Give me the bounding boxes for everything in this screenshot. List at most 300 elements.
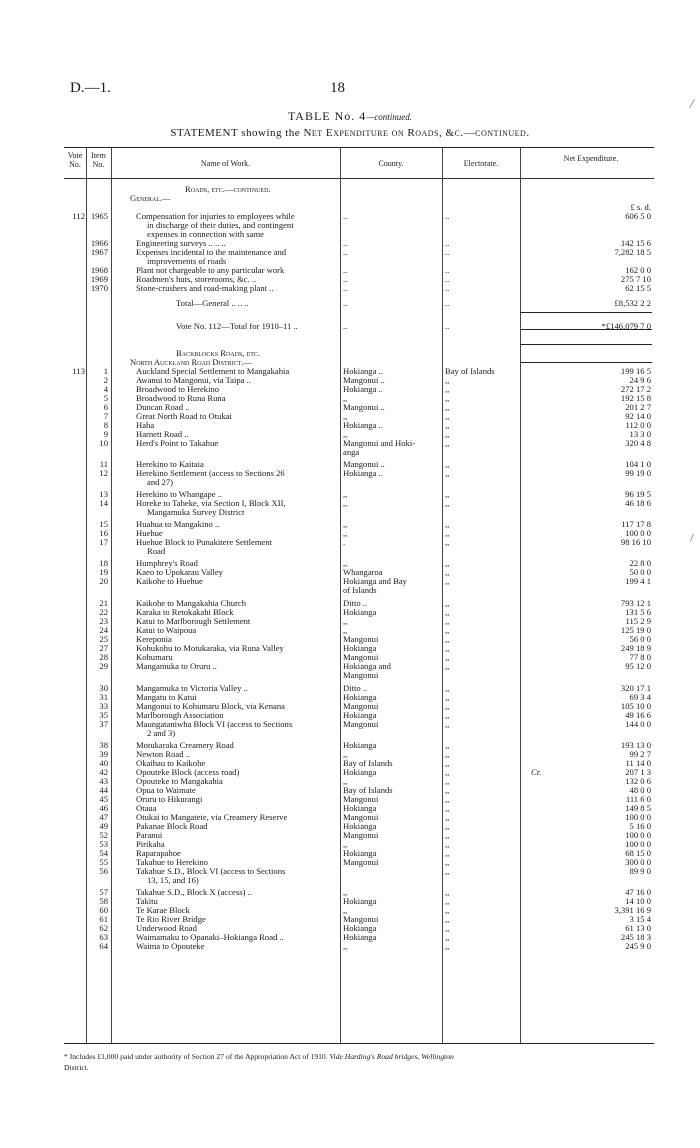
cell-name: Kohumaru [136, 653, 173, 662]
cell-county: Whangaroa [343, 568, 383, 577]
cell-amt: 793 12 1 [620, 598, 651, 608]
cell-name: Great North Road to Otukai [136, 412, 232, 421]
cell-amt: 199 16 5 [620, 366, 651, 376]
cell-county: ,, [343, 942, 348, 951]
cell-name: Road [147, 547, 166, 556]
cell-elect: ,, [445, 768, 450, 777]
cell-amt: 100 0 0 [625, 839, 651, 849]
table-title-text: TABLE No. 4 [287, 109, 367, 123]
cell-elect: ,, [445, 720, 450, 729]
cell-item: 35 [99, 710, 108, 720]
cell-name: Takahue S.D., Block VI (access to Sections [136, 867, 286, 876]
cell-county: Mangonui [343, 702, 379, 711]
cell-elect: ,, [445, 577, 450, 586]
subtotal-rule [520, 312, 652, 313]
cell-item: 18 [99, 558, 108, 568]
cell-name: Mangamuka to Victoria Valley .. [136, 684, 248, 693]
cell-item: 46 [99, 803, 108, 813]
cell-name: Waima to Opouteke [136, 942, 205, 951]
table-subtitle-b: Net Expenditure on Roads, &c.—continued. [303, 127, 530, 139]
cell-item: 19 [99, 567, 108, 577]
cell-elect: ,, [445, 520, 450, 529]
cell-name: Huehue [136, 529, 163, 538]
cell-elect: ,, [445, 897, 450, 906]
cell-item: 37 [99, 719, 108, 729]
cell-county: .. [343, 284, 348, 293]
cell-name: Raparapahoe [136, 849, 181, 858]
cell-elect: ,, [445, 702, 450, 711]
cell-elect: ,, [445, 385, 450, 394]
cell-name: Herekino to Kaitaia [136, 460, 204, 469]
cell-name: Herd's Point to Takahue [136, 439, 219, 448]
cell-name: Maungataniwha Block VI (access to Sections [136, 720, 293, 729]
cell-county: ,, [343, 888, 348, 897]
cell-county: Hokianga [343, 693, 377, 702]
cell-name: Backblocks Roads, etc. [176, 349, 261, 358]
cell-county: .. [343, 239, 348, 248]
cell-item: 25 [99, 634, 108, 644]
cell-amt: 96 19 5 [625, 489, 651, 499]
cell-elect: ,, [445, 867, 450, 876]
cell-elect: .. [445, 239, 450, 248]
cell-name: Mangamuka Survey District [147, 508, 245, 517]
cell-name: Roads, etc.—continued. [185, 185, 271, 194]
cell-elect: ,, [445, 617, 450, 626]
cell-county: ,, [343, 559, 348, 568]
cell-elect: ,, [445, 684, 450, 693]
cell-name: Waimamaku to Opanaki–Hokianga Road .. [136, 933, 284, 942]
cell-amt: £ s. d. [630, 202, 651, 212]
cell-amt: 99 19 0 [625, 468, 651, 478]
cell-item: 61 [99, 914, 108, 924]
cell-name: Mangatu to Katui [136, 693, 197, 702]
cell-elect: ,, [445, 460, 450, 469]
cell-amt: 13 3 0 [629, 429, 651, 439]
cell-elect: ,, [445, 499, 450, 508]
cell-item: 63 [99, 932, 108, 942]
cell-item: 1970 [90, 283, 108, 293]
cell-county: Mangonui [343, 635, 379, 644]
header-item: Item No. [91, 151, 106, 169]
cell-county: Bay of Islands [343, 786, 393, 795]
cell-name: Oruru to Hikurangi [136, 795, 203, 804]
cell-county: Hokianga [343, 822, 377, 831]
cell-name: North Auckland Road District.— [130, 358, 253, 367]
cell-name: Otukai to Mangatete, via Creamery Reserve [136, 813, 288, 822]
cell-amt: 7,282 18 5 [614, 247, 651, 257]
cell-elect: ,, [445, 662, 450, 671]
margin-mark [690, 534, 694, 542]
cell-name: Broadwood to Runa Runa [136, 394, 226, 403]
footnote [64, 1051, 660, 1073]
cell-county: Mangonui [343, 795, 379, 804]
cell-elect: ,, [445, 439, 450, 448]
cell-amt: 245 18 3 [620, 932, 651, 942]
cell-county: Hokianga and [343, 662, 391, 671]
cell-name: Kereponia [136, 635, 172, 644]
cell-elect: ,, [445, 831, 450, 840]
cell-amt: 62 15 5 [625, 283, 651, 293]
cell-amt: 50 0 0 [629, 567, 651, 577]
cell-amt: 300 0 0 [625, 857, 651, 867]
footnote-district: District. [64, 1063, 89, 1072]
cell-name: Vote No. 112—Total for 1910–11 .. [176, 322, 298, 331]
cell-amt: 56 0 0 [629, 634, 651, 644]
cell-amt: 131 5 6 [625, 607, 651, 617]
cell-name: Kaikohe to Huehue [136, 577, 203, 586]
cell-county: ,, [343, 520, 348, 529]
cell-name: Marlborough Association [136, 711, 224, 720]
cell-name: Takahue to Herekino [136, 858, 208, 867]
cell-amt: 5 16 0 [629, 821, 651, 831]
cell-county: Mangonui [343, 813, 379, 822]
cell-amt: 49 16 6 [625, 710, 651, 720]
cell-county: ,, [343, 394, 348, 403]
cell-item: 12 [99, 468, 108, 478]
cell-item: 38 [99, 740, 108, 750]
cell-item: 24 [99, 625, 108, 635]
cell-name: Mangamuka to Oruru .. [136, 662, 217, 671]
cell-vote: 113 [72, 366, 85, 376]
cell-item: 1966 [90, 238, 108, 248]
cell-amt: 98 16 10 [620, 537, 651, 547]
cell-name: Expenses incidental to the maintenance and [136, 248, 287, 257]
cell-item: 23 [99, 616, 108, 626]
cell-name: Opouteke to Mangakahia [136, 777, 223, 786]
cell-elect: ,, [445, 933, 450, 942]
cell-name: Karaka to Retokakahi Block [136, 608, 234, 617]
cell-name: Mangonui to Kohumaru Block, via Kenana [136, 702, 285, 711]
cell-elect: ,, [445, 529, 450, 538]
cell-vote: 112 [72, 211, 85, 221]
cell-amt: 100 0 0 [625, 830, 651, 840]
cell-item: 43 [99, 776, 108, 786]
table-title-suffix: —continued. [366, 112, 413, 122]
cell-amt: 112 0 0 [625, 420, 651, 430]
cell-county: Hokianga .. [343, 469, 383, 478]
cell-county: .. [343, 299, 348, 308]
cell-elect: ,, [445, 849, 450, 858]
cell-item: 28 [99, 652, 108, 662]
cell-elect: ,, [445, 924, 450, 933]
cell-county: Ditto .. [343, 684, 368, 693]
cell-elect: ,, [445, 915, 450, 924]
cell-elect: ,, [445, 822, 450, 831]
cell-amt: 249 18 9 [620, 643, 651, 653]
cell-amt: 272 17 2 [620, 384, 651, 394]
cell-item: 7 [103, 411, 108, 421]
cell-amt: 199 4 1 [625, 576, 651, 586]
cell-item: 42 [99, 767, 108, 777]
footnote-vide: Vide Harding's Road bridges, Wellington [329, 1052, 454, 1061]
cell-county: Mangonui and Hoki- [343, 439, 416, 448]
cell-name: Huehue Block to Punakitere Settlement [136, 538, 273, 547]
cell-item: 21 [99, 598, 108, 608]
cell-elect: ,, [445, 804, 450, 813]
header-rule [64, 178, 654, 179]
cell-county: .. [343, 322, 348, 331]
cell-item: 15 [99, 519, 108, 529]
cell-amt: 47 16 0 [625, 887, 651, 897]
cell-amt: 68 15 0 [625, 848, 651, 858]
cell-county: Mangonui .. [343, 403, 385, 412]
cell-item: 52 [99, 830, 108, 840]
cell-amt: 192 15 8 [620, 393, 651, 403]
cell-county: Hokianga .. [343, 385, 383, 394]
cell-county: Hokianga [343, 849, 377, 858]
cell-name: Compensation for injuries to employees while [136, 212, 295, 221]
header-county: County. [378, 159, 404, 168]
cell-name: Auckland Special Settlement to Mangakahia [136, 367, 290, 376]
cell-item: 58 [99, 896, 108, 906]
cell-amt: 245 9 0 [625, 941, 651, 951]
cell-name: Stone-crushers and road-making plant .. [136, 284, 274, 293]
cell-name: Newton Road .. [136, 750, 190, 759]
cell-elect: ,, [445, 741, 450, 750]
cell-amt: 162 0 0 [625, 265, 651, 275]
table-subtitle [0, 127, 700, 139]
cell-item: 31 [99, 692, 108, 702]
cell-county: ,, [343, 626, 348, 635]
cell-amt: 89 9 0 [629, 866, 651, 876]
cell-item: 11 [99, 459, 108, 469]
cell-elect: ,, [445, 711, 450, 720]
cell-county: ,, [343, 750, 348, 759]
cell-amt: 3,391 16 9 [614, 905, 651, 915]
cell-name: Harnett Road .. [136, 430, 189, 439]
cell-amt: 105 10 0 [620, 701, 651, 711]
cell-name: Underwood Road [136, 924, 197, 933]
cell-amt: 48 0 0 [629, 785, 651, 795]
cell-name: Takitu [136, 897, 158, 906]
cell-county: Hokianga [343, 768, 377, 777]
cell-item: 56 [99, 866, 108, 876]
cell-amt: 149 8 5 [625, 803, 651, 813]
cell-name: expenses in connection with same [147, 230, 264, 239]
cell-name: Plant not chargeable to any particular work [136, 266, 285, 275]
cell-county: Hokianga [343, 711, 377, 720]
cell-item: 17 [99, 537, 108, 547]
cell-elect: Bay of Islands [445, 367, 495, 376]
cell-county: Mangonui [343, 831, 379, 840]
table-title [0, 109, 700, 124]
cell-cr: Cr. [531, 767, 542, 777]
cell-elect: ,, [445, 469, 450, 478]
cell-county: anga [343, 448, 360, 457]
cell-name: Duncan Road .. [136, 403, 190, 412]
cell-elect: ,, [445, 644, 450, 653]
cell-name: Otaua [136, 804, 157, 813]
cell-amt: 22 8 0 [629, 558, 651, 568]
cell-name: Kaeo to Upokarau Valley [136, 568, 223, 577]
cell-elect: ,, [445, 693, 450, 702]
cell-name: Takahue S.D., Block X (access) .. [136, 888, 252, 897]
cell-item: 47 [99, 812, 108, 822]
cell-item: 33 [99, 701, 108, 711]
cell-county: ,, [343, 840, 348, 849]
cell-name: improvements of roads [147, 257, 227, 266]
cell-item: 29 [99, 661, 108, 671]
cell-name: Okaihau to Kaikohe [136, 759, 206, 768]
total-rule [520, 362, 652, 363]
cell-amt: £8,532 2 2 [614, 298, 651, 308]
cell-amt: 95 12 0 [625, 661, 651, 671]
cell-name: General.— [130, 194, 171, 203]
cell-amt: 117 17 8 [621, 519, 651, 529]
column-divider [111, 148, 112, 1043]
cell-name: Katui to Waipoua [136, 626, 197, 635]
cell-amt: 201 2 7 [625, 402, 651, 412]
cell-elect: .. [445, 284, 450, 293]
cell-elect: ,, [445, 626, 450, 635]
cell-county: Hokianga [343, 924, 377, 933]
cell-elect: ,, [445, 394, 450, 403]
cell-elect: .. [445, 212, 450, 221]
cell-elect: ,, [445, 559, 450, 568]
cell-amt: 24 9 6 [629, 375, 651, 385]
cell-name: Horeke to Taheke, via Section I, Block XII, [136, 499, 286, 508]
margin-mark [689, 99, 695, 108]
cell-county: Hokianga [343, 644, 377, 653]
cell-item: 49 [99, 821, 108, 831]
cell-elect: .. [445, 266, 450, 275]
cell-amt: 104 1 0 [625, 459, 651, 469]
cell-elect: ,, [445, 906, 450, 915]
cell-county: Mangonui .. [343, 460, 385, 469]
cell-county: .. [343, 275, 348, 284]
cell-county: Mangonui [343, 858, 379, 867]
cell-county: ,, [343, 777, 348, 786]
cell-elect: ,, [445, 653, 450, 662]
cell-elect: ,, [445, 858, 450, 867]
header-vote: Vote No. [67, 151, 83, 169]
cell-name: Kohukohu to Motukaraka, via Runa Valley [136, 644, 284, 653]
cell-county: Mangonui [343, 653, 379, 662]
cell-item: 60 [99, 905, 108, 915]
cell-elect: ,, [445, 490, 450, 499]
cell-county: Hokianga and Bay [343, 577, 407, 586]
cell-elect: ,, [445, 777, 450, 786]
cell-name: Herekino Settlement (access to Sections 26 [136, 469, 285, 478]
cell-elect: ,, [445, 813, 450, 822]
cell-item: 5 [103, 393, 108, 403]
cell-item: 1967 [90, 247, 108, 257]
cell-county: ,, [343, 617, 348, 626]
cell-item: 39 [99, 749, 108, 759]
cell-amt: 100 0 0 [625, 528, 651, 538]
cell-name: Katui to Marlborough Settlement [136, 617, 251, 626]
cell-amt: *£146,079 7 0 [601, 321, 651, 331]
cell-elect: ,, [445, 403, 450, 412]
cell-item: 53 [99, 839, 108, 849]
cell-elect: ,, [445, 795, 450, 804]
footnote-text: * Includes £1,000 paid under authority of Section 27 of the Appropriation Act of 1910. [64, 1052, 328, 1061]
cell-amt: 193 13 0 [620, 740, 651, 750]
cell-name: Opua to Waimate [136, 786, 196, 795]
cell-name: Roadmen's huts, storerooms, &c. .. [136, 275, 257, 284]
cell-county: Hokianga [343, 741, 377, 750]
cell-elect: ,, [445, 568, 450, 577]
cell-elect: .. [445, 275, 450, 284]
cell-amt: 142 15 6 [620, 238, 651, 248]
cell-name: Te Karae Block [136, 906, 190, 915]
cell-item: 20 [99, 576, 108, 586]
cell-amt: 111 6 0 [625, 794, 651, 804]
cell-amt: 115 2 9 [625, 616, 651, 626]
cell-elect: ,, [445, 538, 450, 547]
total-rule [520, 344, 652, 345]
cell-elect: .. [445, 299, 450, 308]
cell-name: in discharge of their duties, and contingent [147, 221, 294, 230]
cell-elect: ,, [445, 412, 450, 421]
cell-item: 54 [99, 848, 108, 858]
cell-county: .. [343, 266, 348, 275]
cell-amt: 606 5 0 [625, 211, 651, 221]
cell-county: ,, [343, 430, 348, 439]
page-section-label: D.—1. [70, 80, 111, 96]
cell-county: ,, [343, 490, 348, 499]
cell-item: 1 [103, 366, 108, 376]
cell-name: Motukaraka Creamery Road [136, 741, 234, 750]
header-name: Name of Work. [200, 159, 251, 168]
cell-amt: 99 2 7 [629, 749, 651, 759]
cell-county: ,, [343, 412, 348, 421]
cell-elect: .. [445, 248, 450, 257]
cell-item: 44 [99, 785, 108, 795]
cell-county: Mangonui [343, 915, 379, 924]
cell-amt: 275 7 10 [620, 274, 651, 284]
table-subtitle-a: STATEMENT showing the [170, 127, 301, 139]
cell-county: of Islands [343, 586, 377, 595]
cell-name: 13, 15, and 16) [147, 876, 199, 885]
page-number: 18 [330, 80, 345, 96]
cell-county: Ditto .. [343, 599, 368, 608]
cell-elect: ,, [445, 786, 450, 795]
cell-item: 2 [103, 375, 108, 385]
cell-item: 40 [99, 758, 108, 768]
cell-item: 4 [103, 384, 108, 394]
cell-county: Hokianga [343, 933, 377, 942]
cell-item: 9 [103, 429, 108, 439]
cell-item: 14 [99, 498, 108, 508]
cell-item: 1968 [90, 265, 108, 275]
cell-county: Mangonui [343, 720, 379, 729]
cell-county: Hokianga .. [343, 367, 383, 376]
cell-amt: 320 17 1 [620, 683, 651, 693]
cell-county: Mangonui .. [343, 376, 385, 385]
cell-county: Mangonui [343, 671, 379, 680]
cell-elect: ,, [445, 942, 450, 951]
cell-elect: .. [445, 322, 450, 331]
cell-county: ,, [343, 906, 348, 915]
cell-name: Kaikohe to Mangakahia Church [136, 599, 247, 608]
cell-elect: ,, [445, 759, 450, 768]
cell-item: 64 [99, 941, 108, 951]
cell-name: Herekino to Whangape .. [136, 490, 222, 499]
cell-item: 1965 [90, 211, 108, 221]
cell-elect: ,, [445, 608, 450, 617]
cell-county: Hokianga [343, 897, 377, 906]
cell-amt: 3 15 4 [629, 914, 651, 924]
cell-county: ,, [343, 529, 348, 538]
cell-item: 16 [99, 528, 108, 538]
cell-county: Hokianga [343, 608, 377, 617]
cell-name: Engineering surveys .. .. .. [136, 239, 226, 248]
cell-county: .. [343, 212, 348, 221]
cell-name: Pirikaha [136, 840, 165, 849]
cell-amt: 320 4 8 [625, 438, 651, 448]
cell-amt: 77 8 0 [629, 652, 651, 662]
